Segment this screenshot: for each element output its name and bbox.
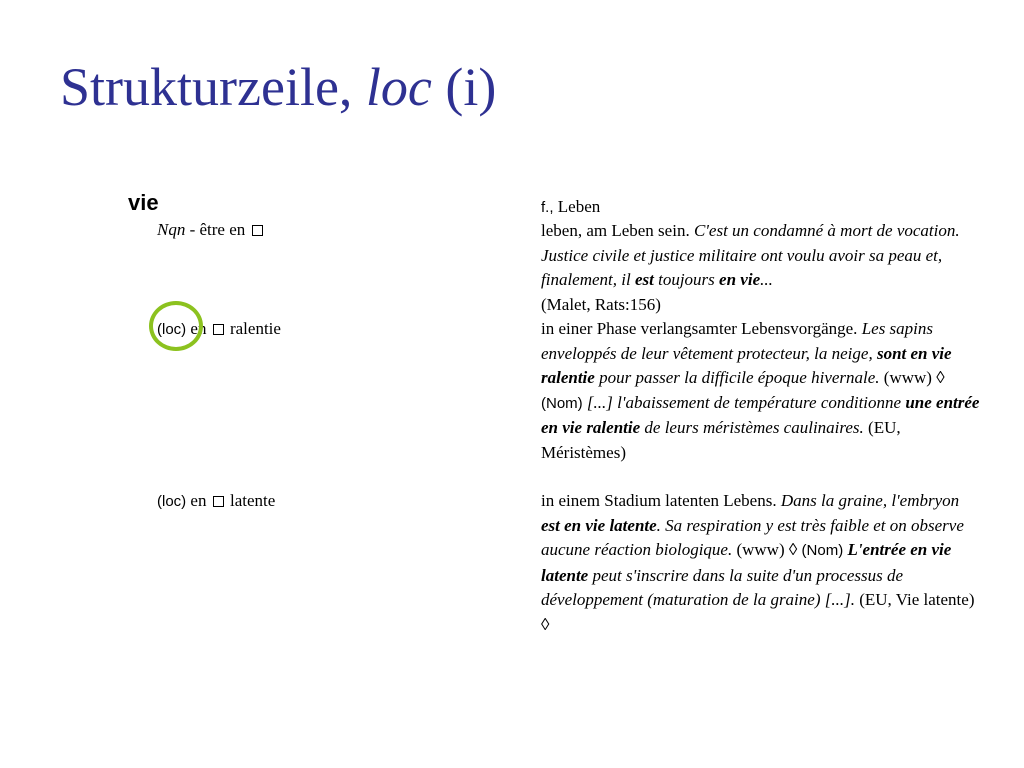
nom-label: (Nom) xyxy=(801,542,844,560)
example-source: (EU, Vie latente) ◊ xyxy=(541,590,975,634)
highlight-circle-icon xyxy=(149,301,203,351)
slot-box-icon xyxy=(213,496,224,507)
title-italic: loc xyxy=(365,57,432,117)
example-text: Dans la graine, l'embryon est en vie latente. Sa respiration y est très faible et on observe aucune réaction biologique. xyxy=(541,491,964,560)
slot-box-icon xyxy=(213,324,224,335)
pattern-rest: ralentie xyxy=(229,319,281,338)
example-source: (EU, Méristèmes) xyxy=(541,418,901,462)
headword-gloss: Leben xyxy=(557,197,601,216)
headword: vie xyxy=(128,190,159,215)
nom-label: (Nom) xyxy=(541,394,583,412)
sense-3 xyxy=(541,489,981,638)
pattern-1 xyxy=(157,220,265,240)
slide-title xyxy=(60,58,496,117)
sense-gloss: in einer Phase verlangsamter Lebensvorgänge. xyxy=(541,319,858,338)
pattern-prep: en xyxy=(190,491,207,510)
example-source: (www) ◊ xyxy=(736,540,798,560)
pattern-verb: - être en xyxy=(189,220,246,239)
pattern-loc: (loc) xyxy=(157,493,187,510)
example-source: (www) ◊ xyxy=(883,368,945,388)
title-tail: (i) xyxy=(445,57,497,117)
sense-1 xyxy=(541,219,981,317)
sense-2 xyxy=(541,317,981,466)
example-text: Les sapins enveloppés de leur vêtement protecteur, la neige, sont en vie ralentie pour passer la difficile époque hivernale. xyxy=(541,319,952,388)
gender-label: f., xyxy=(541,199,554,216)
pattern-subject: Nqn xyxy=(157,220,186,239)
sense-0 xyxy=(541,195,981,221)
example-text: C'est un condamné à mort de vocation. Justice civile et justice militaire ont voulu avoir sa peau et, finalement, il est toujours en vie... xyxy=(541,221,960,290)
example-text: [...] l'abaissement de température conditionne une entrée en vie ralentie de leurs méristèmes caulinaires. xyxy=(541,392,980,438)
title-main: Strukturzeile, xyxy=(60,57,353,117)
pattern-rest: latente xyxy=(229,491,276,510)
sense-gloss: leben, am Leben sein. xyxy=(541,221,690,240)
pattern-loc: (loc) xyxy=(157,321,187,338)
pattern-3 xyxy=(157,491,275,512)
sense-gloss: in einem Stadium latenten Lebens. xyxy=(541,491,777,510)
example-source: (Malet, Rats:156) xyxy=(541,294,661,314)
pattern-prep: en xyxy=(190,319,207,338)
slot-box-icon xyxy=(252,225,263,236)
example-text: L'entrée en vie latente peut s'inscrire dans la suite d'un processus de développement (maturation de la graine) [...]. xyxy=(541,540,952,610)
